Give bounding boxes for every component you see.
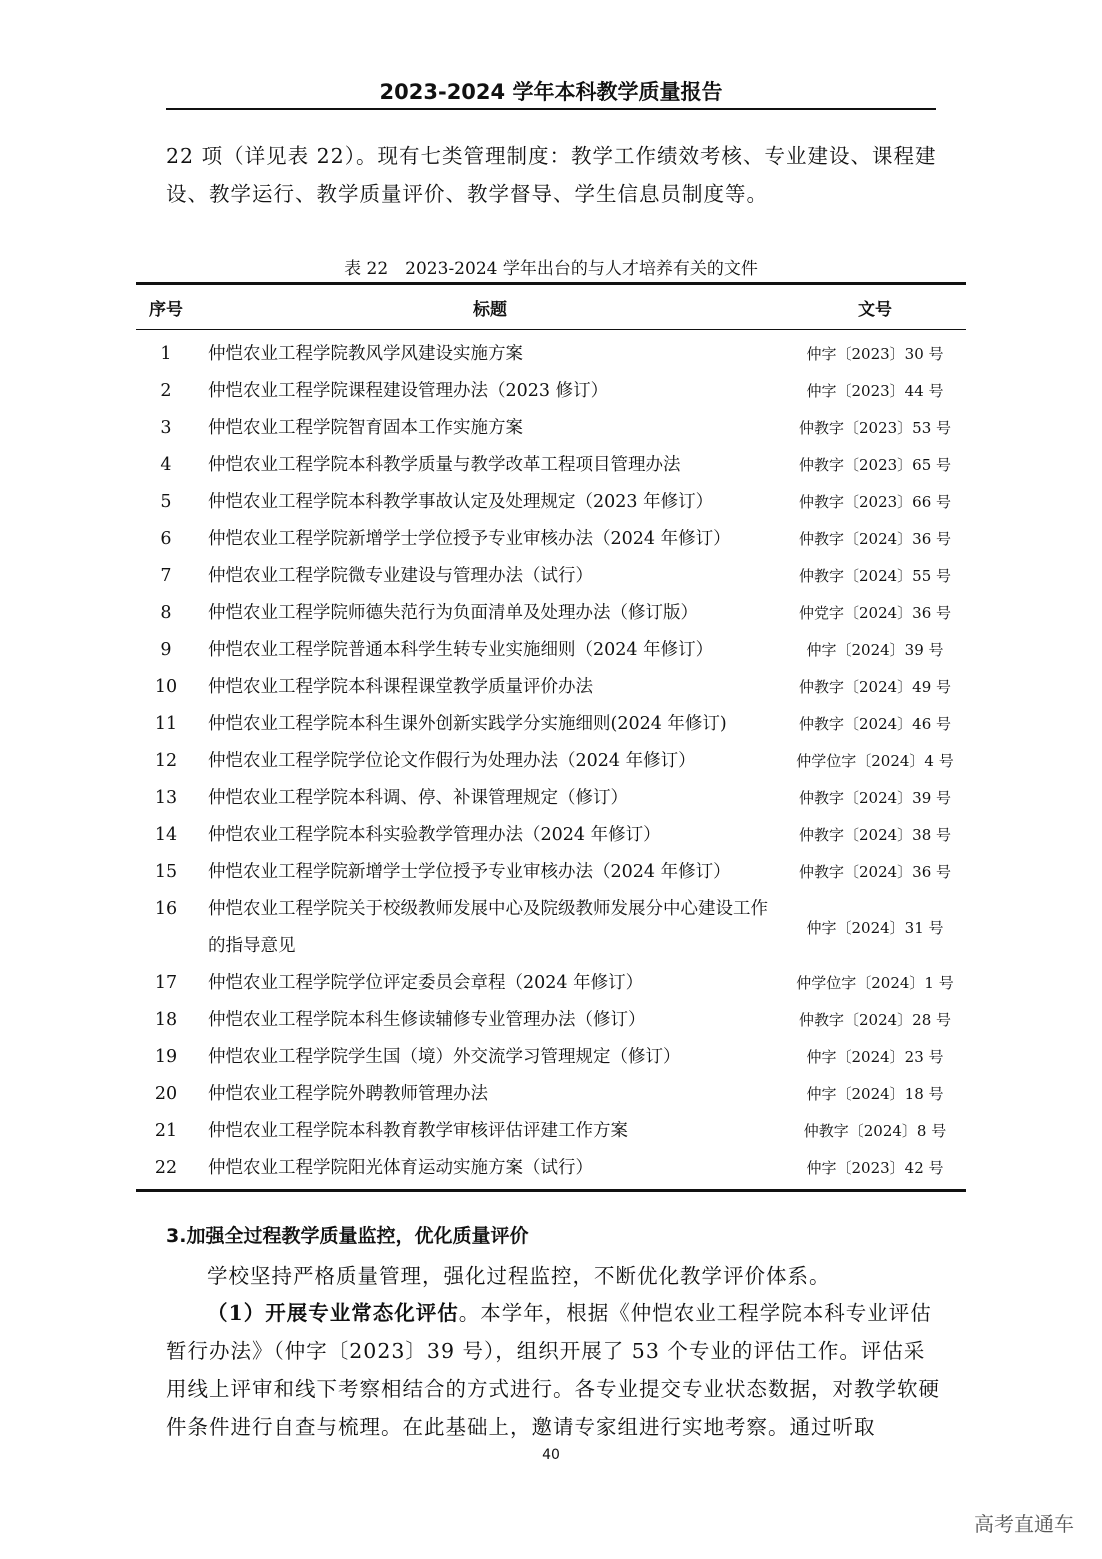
watermark: 高考直通车	[974, 1512, 1074, 1536]
row-document-number: 仲字〔2023〕30 号	[806, 345, 944, 363]
table-row	[136, 891, 966, 965]
row-title: 仲恺农业工程学院学生国（境）外交流学习管理规定（修订）	[208, 1047, 681, 1067]
section-heading: 3.加强全过程教学质量监控，优化质量评价	[166, 1225, 529, 1247]
intro-paragraph: 22 项（详见表 22）。现有七类管理制度：教学工作绩效考核、专业建设、课程建设、教学运行、教学质量评价、教学督导、学生信息员制度等。	[166, 144, 937, 206]
row-title: 仲恺农业工程学院教风学风建设实施方案	[208, 344, 523, 364]
row-title: 仲恺农业工程学院本科实验教学管理办法（2024 年修订）	[208, 825, 661, 845]
row-title: 仲恺农业工程学院本科生修读辅修专业管理办法（修订）	[208, 1010, 646, 1030]
table-row	[136, 817, 966, 854]
header-no: 序号	[149, 299, 183, 320]
row-title: 仲恺农业工程学院本科课程课堂教学质量评价办法	[208, 677, 593, 697]
table-header-row	[136, 285, 966, 329]
row-document-number: 仲教字〔2024〕28 号	[798, 1011, 952, 1029]
table-caption: 表 22 2023-2024 学年出台的与人才培养有关的文件	[344, 259, 758, 279]
row-title: 仲恺农业工程学院微专业建设与管理办法（试行）	[208, 566, 593, 586]
row-number: 17	[154, 973, 178, 993]
row-number: 3	[160, 418, 172, 438]
table-row	[136, 558, 966, 595]
row-document-number: 仲字〔2023〕44 号	[806, 382, 944, 400]
row-number: 1	[160, 344, 172, 364]
row-title: 仲恺农业工程学院课程建设管理办法（2023 修订）	[208, 381, 609, 401]
row-number: 21	[154, 1121, 178, 1141]
row-document-number: 仲字〔2024〕39 号	[806, 641, 944, 659]
row-document-number: 仲教字〔2024〕49 号	[798, 678, 952, 696]
row-number: 20	[154, 1084, 178, 1104]
row-number: 13	[154, 788, 178, 808]
table-row	[136, 410, 966, 447]
row-title: 仲恺农业工程学院师德失范行为负面清单及处理办法（修订版）	[208, 603, 698, 623]
row-document-number: 仲字〔2023〕42 号	[806, 1159, 944, 1177]
row-title: 仲恺农业工程学院新增学士学位授予专业审核办法（2024 年修订）	[208, 529, 731, 549]
row-document-number: 仲教字〔2024〕46 号	[798, 715, 952, 733]
row-document-number: 仲学位字〔2024〕1 号	[796, 974, 954, 992]
row-number: 16	[154, 899, 178, 919]
row-title: 仲恺农业工程学院学位评定委员会章程（2024 年修订）	[208, 973, 644, 993]
row-number: 18	[154, 1010, 178, 1030]
row-title: 仲恺农业工程学院阳光体育运动实施方案（试行）	[208, 1158, 593, 1178]
row-number: 11	[154, 714, 178, 734]
row-title: 仲恺农业工程学院新增学士学位授予专业审核办法（2024 年修订）	[208, 862, 731, 882]
table-row	[136, 1002, 966, 1039]
row-number: 19	[154, 1047, 178, 1067]
row-document-number: 仲教字〔2023〕53 号	[798, 419, 952, 437]
row-document-number: 仲教字〔2023〕66 号	[798, 493, 952, 511]
row-number: 8	[160, 603, 172, 623]
row-number: 10	[154, 677, 178, 697]
table-bottom-rule	[136, 1189, 966, 1192]
row-document-number: 仲教字〔2024〕8 号	[803, 1122, 947, 1140]
row-document-number: 仲教字〔2024〕38 号	[798, 826, 952, 844]
table-row	[136, 373, 966, 410]
row-document-number: 仲党字〔2024〕36 号	[798, 604, 952, 622]
table-row	[136, 336, 966, 373]
header-doc: 文号	[858, 299, 892, 320]
row-number: 2	[160, 381, 172, 401]
row-title: 仲恺农业工程学院本科生课外创新实践学分实施细则(2024 年修订)	[208, 714, 727, 734]
row-number: 12	[154, 751, 178, 771]
row-title: 仲恺农业工程学院本科教学质量与教学改革工程项目管理办法	[208, 455, 681, 475]
row-title: 仲恺农业工程学院关于校级教师发展中心及院级教师发展分中心建设工作的指导意见	[208, 899, 768, 956]
row-title: 仲恺农业工程学院智育固本工作实施方案	[208, 418, 523, 438]
section-paragraph-2	[166, 1294, 946, 1446]
row-document-number: 仲教字〔2024〕36 号	[798, 530, 952, 548]
paragraph-2-lead: （1）开展专业常态化评估	[207, 1301, 459, 1325]
row-document-number: 仲教字〔2024〕39 号	[798, 789, 952, 807]
row-number: 5	[160, 492, 172, 512]
row-title: 仲恺农业工程学院本科调、停、补课管理规定（修订）	[208, 788, 628, 808]
row-title: 仲恺农业工程学院本科教学事故认定及处理规定（2023 年修订）	[208, 492, 714, 512]
page-header-title: 2023-2024 学年本科教学质量报告	[379, 80, 723, 104]
section-paragraph-1: 学校坚持严格质量管理，强化过程监控，不断优化教学评价体系。	[207, 1264, 831, 1288]
row-document-number: 仲教字〔2023〕65 号	[798, 456, 952, 474]
table-row	[136, 595, 966, 632]
table-row	[136, 1113, 966, 1150]
table-body	[136, 330, 966, 1189]
row-number: 15	[154, 862, 178, 882]
table-row	[136, 484, 966, 521]
table-row	[136, 780, 966, 817]
table-row	[136, 521, 966, 558]
table-row	[136, 447, 966, 484]
table-row	[136, 1076, 966, 1113]
table-row	[136, 743, 966, 780]
row-title: 仲恺农业工程学院外聘教师管理办法	[208, 1084, 488, 1104]
row-number: 14	[154, 825, 178, 845]
row-document-number: 仲学位字〔2024〕4 号	[796, 752, 954, 770]
table-row	[136, 669, 966, 706]
row-number: 22	[154, 1158, 178, 1178]
table-row	[136, 706, 966, 743]
row-title: 仲恺农业工程学院本科教育教学审核评估评建工作方案	[208, 1121, 628, 1141]
row-title: 仲恺农业工程学院学位论文作假行为处理办法（2024 年修订）	[208, 751, 696, 771]
row-number: 9	[160, 640, 172, 660]
row-document-number: 仲字〔2024〕23 号	[806, 1048, 944, 1066]
documents-table	[136, 282, 966, 1192]
row-document-number: 仲字〔2024〕18 号	[806, 1085, 944, 1103]
table-row	[136, 965, 966, 1002]
table-row	[136, 1150, 966, 1187]
row-number: 4	[160, 455, 172, 475]
header-rule	[166, 108, 936, 110]
table-row	[136, 854, 966, 891]
paragraph-2-body: 。本学年，根据《仲恺农业工程学院本科专业评估暂行办法》（仲字〔2023〕39 号），组织开展了 53 个专业的评估工作。评估采用线上评审和线下考察相结合的方式进行。各专业提交专业状态数据，对教学软硬件条件进行自查与梳理。在此基础上，邀请专家组进行实地考察。通过听取	[166, 1301, 940, 1439]
row-title: 仲恺农业工程学院普通本科学生转专业实施细则（2024 年修订）	[208, 640, 714, 660]
row-document-number: 仲字〔2024〕31 号	[806, 918, 944, 937]
table-row	[136, 1039, 966, 1076]
page-number: 40	[542, 1447, 560, 1463]
row-number: 6	[160, 529, 172, 549]
row-number: 7	[160, 566, 172, 586]
row-document-number: 仲教字〔2024〕55 号	[798, 567, 952, 585]
header-title: 标题	[473, 299, 507, 320]
table-row	[136, 632, 966, 669]
row-document-number: 仲教字〔2024〕36 号	[798, 863, 952, 881]
